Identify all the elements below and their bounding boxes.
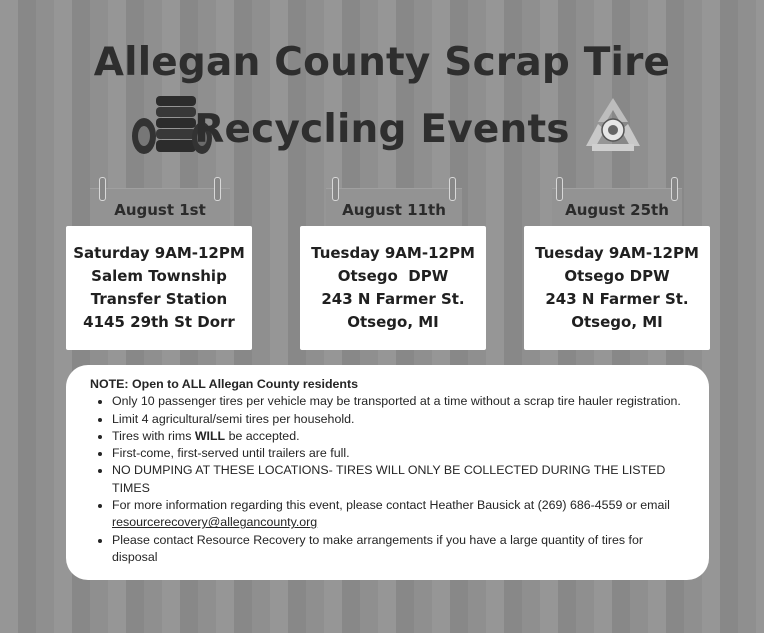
binder-ring-icon <box>99 177 106 201</box>
note-list <box>90 393 691 566</box>
event-card-aug-25 <box>524 226 710 350</box>
event-date-aug-11: August 11th <box>326 188 462 227</box>
event-line: Salem Township <box>91 267 227 285</box>
event-line: 243 N Farmer St. <box>321 290 465 308</box>
binder-ring-icon <box>332 177 339 201</box>
event-line: Otsego DPW <box>337 267 449 285</box>
event-date-aug-25: August 25th <box>552 188 682 227</box>
note-item: • For more information regarding this event, please contact Heather Bausick at (269) 686-4559 or email resourcerecovery@allegancounty.org <box>112 497 691 532</box>
event-line: Saturday 9AM-12PM <box>73 244 245 262</box>
binder-ring-icon <box>449 177 456 201</box>
note-box <box>66 365 709 580</box>
binder-ring-icon <box>556 177 563 201</box>
event-line: Tuesday 9AM-12PM <box>535 244 699 262</box>
event-card-aug-11 <box>300 226 486 350</box>
note-item: • Limit 4 agricultural/semi tires per household. <box>112 411 691 428</box>
event-line: Tuesday 9AM-12PM <box>311 244 475 262</box>
note-item: • Only 10 passenger tires per vehicle may be transported at a time without a scrap tire hauler registration. <box>112 393 691 410</box>
note-item: • Tires with rims WILL be accepted. <box>112 428 691 445</box>
title-line-2: Recycling Events <box>194 107 570 152</box>
event-date-aug-1: August 1st <box>90 188 230 227</box>
note-title: NOTE: Open to ALL Allegan County residents <box>90 377 359 391</box>
event-card-aug-1 <box>66 226 252 350</box>
recycle-logo-icon <box>578 94 648 156</box>
note-item: • First-come, first-served until trailers are full. <box>112 445 691 462</box>
event-line: Otsego DPW <box>564 267 670 285</box>
event-line: 4145 29th St Dorr <box>83 313 235 331</box>
event-line: 243 N Farmer St. <box>545 290 689 308</box>
binder-ring-icon <box>214 177 221 201</box>
event-line: Otsego, MI <box>347 313 439 331</box>
title-line-1: Allegan County Scrap Tire <box>93 40 671 85</box>
event-line: Otsego, MI <box>571 313 663 331</box>
email-link[interactable]: resourcerecovery@allegancounty.org <box>112 515 318 530</box>
binder-ring-icon <box>671 177 678 201</box>
note-item: • Please contact Resource Recovery to make arrangements if you have a large quantity of tires for disposal <box>112 532 691 567</box>
event-line: Transfer Station <box>90 290 228 308</box>
note-item: • NO DUMPING AT THESE LOCATIONS- TIRES WILL ONLY BE COLLECTED DURING THE LISTED TIMES <box>112 462 691 497</box>
